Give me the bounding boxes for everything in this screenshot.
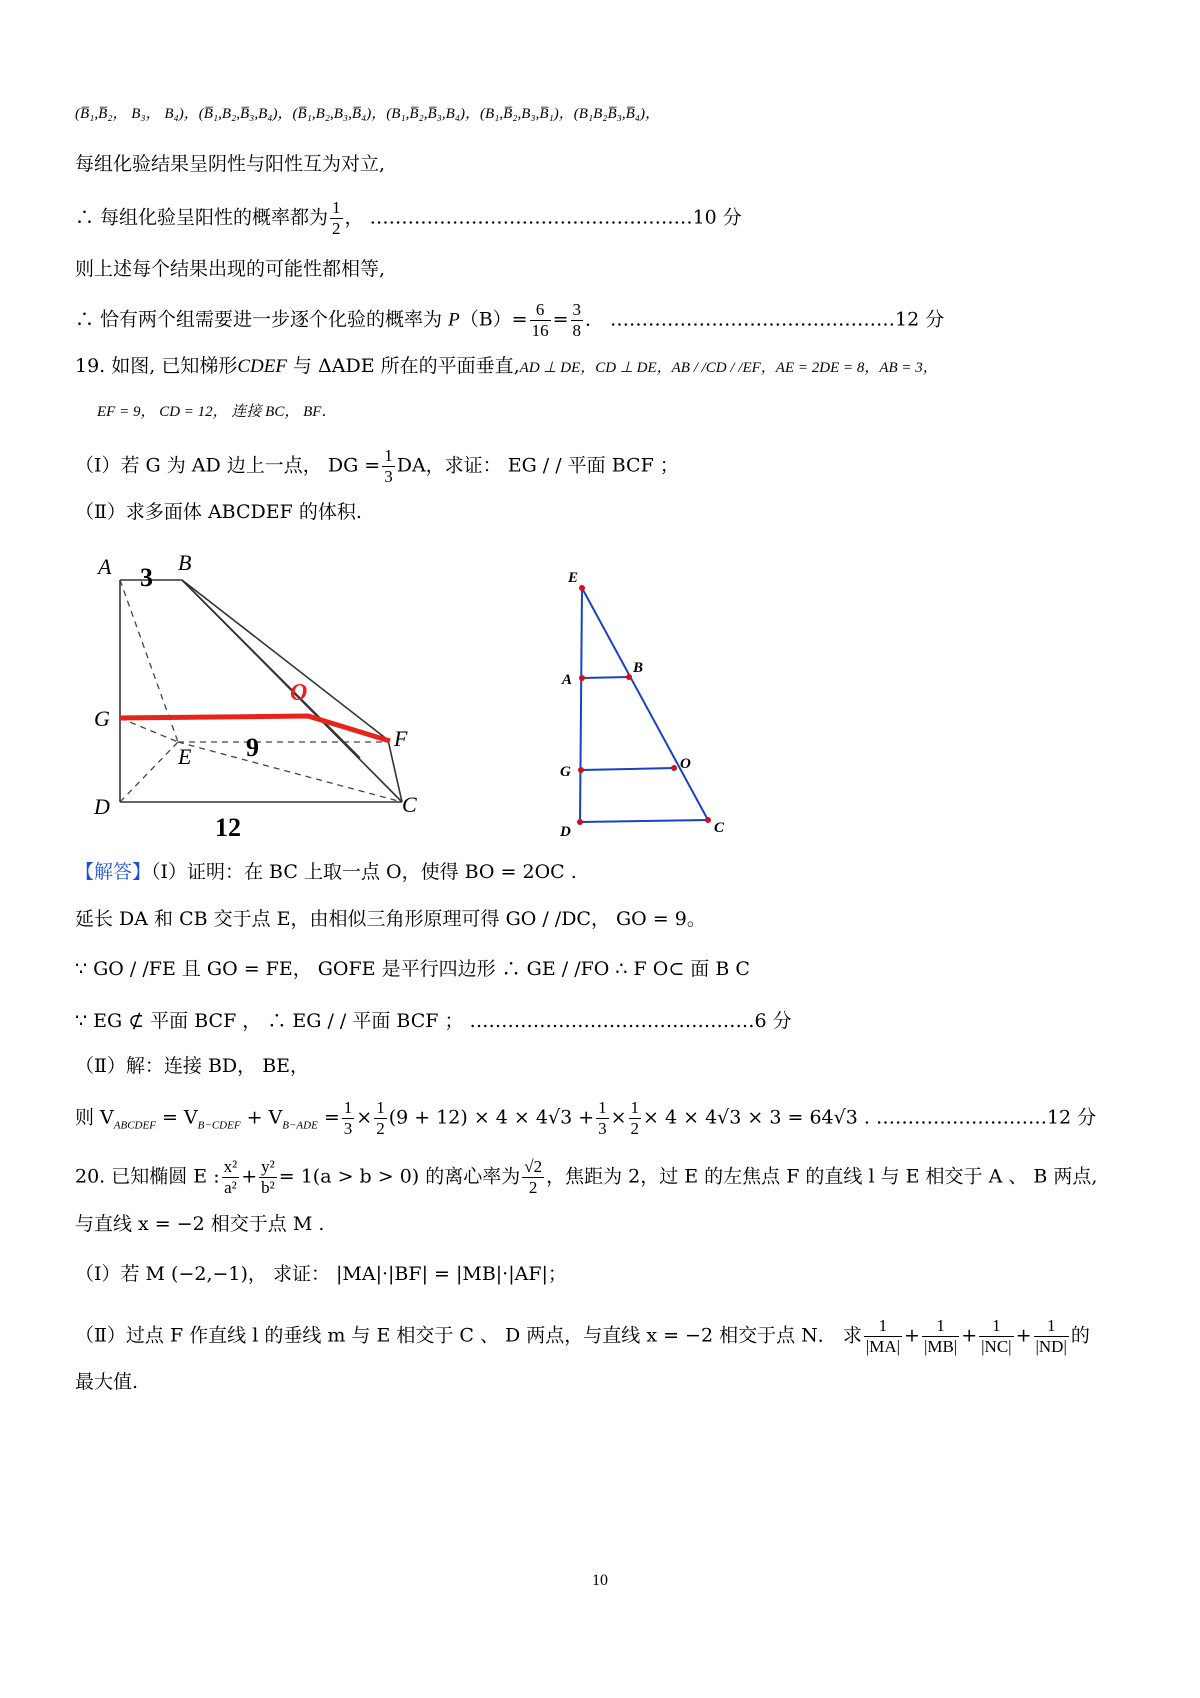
point-label-f: F <box>394 726 408 751</box>
outcomes-line: (B̅₁,B̅₂， B₃， B₄)，(B̅₁,B₂,B̅₃,B₄)，(B̅₁,B₂,B₃,B̅₄)，(B₁,B̅₂,B̅₃,B₄)，(B₁,B̅₂,B₃,B̅₁)，(B₁B₂B̅₃,B̅₄)， <box>75 106 661 122</box>
trapezoid-figure <box>540 562 760 852</box>
point-label-e: E <box>178 744 192 769</box>
question-20-stem-cont: 与直线 x = −2 相交于点 M . <box>75 1213 325 1235</box>
solution-line: 延长 DA 和 CB 交于点 E，由相似三角形原理可得 GO / /DC， GO = 9。 <box>75 908 706 930</box>
point-label-a: A <box>98 554 112 579</box>
point-label-d: D <box>94 794 110 819</box>
solution-line: ∵ EG ⊄ 平面 BCF ， ∴ EG / / 平面 BCF ； ………………………………………6 分 <box>75 1010 792 1032</box>
point-label-b: B <box>633 660 644 676</box>
point-label-e: E <box>568 570 579 586</box>
question-20-part2: （Ⅱ）过点 F 作直线 l 的垂线 m 与 E 相交于 C 、 D 两点，与直线 x = −2 相交于点 N． 求 $\frac{1}{|MA|}$ + $\frac{1}{|MB|}$ + $\frac{1}{|NC|}$ + $\frac{1}{|ND|}$ 的 <box>75 1316 1090 1356</box>
polyhedron-figure <box>80 548 460 848</box>
point-label-c: C <box>714 820 725 836</box>
text-line: ∴ 每组化验呈阳性的概率都为 $\frac{1}{2}$ ， ……………………………………………10 分 <box>75 198 742 238</box>
question-19-stem: 19. 如图, 已知梯形CDEF 与 ΔADE 所在的平面垂直,AD ⊥ DE，CD ⊥ DE，AB / /CD / /EF，AE = 2DE = 8，AB = 3， <box>75 355 938 377</box>
solution-line: 【解答】（Ⅰ）证明：在 BC 上取一点 O，使得 BO = 2OC . <box>75 861 577 883</box>
point-label-g: G <box>94 706 110 731</box>
length-label-3: 3 <box>140 563 153 592</box>
solution-tag: 【解答】 <box>75 861 152 883</box>
question-19-stem-cont: EF = 9， CD = 12， 连接 BC， BF． <box>97 404 337 420</box>
question-20-part2-cont: 最大值. <box>75 1371 139 1393</box>
solution-line: （Ⅱ）解：连接 BD， BE， <box>75 1055 310 1077</box>
solution-line: ∵ GO / /FE 且 GO = FE， GOFE 是平行四边形 ∴ GE / /FO ∴ F O⊂ 面 B C <box>75 958 750 980</box>
text-line: 则上述每个结果出现的可能性都相等, <box>75 258 386 280</box>
point-label-o: O <box>290 680 308 706</box>
question-20-stem: 20. 已知椭圆 E : $\frac{\text{x²}}{\text{a²}}$ + $\frac{\text{y²}}{\text{b²}}$ = 1(a > b > 0) 的离心率为 $\frac{√2}{2}$ ，焦距为 2，过 E 的左焦点 F 的直线 l 与 E 相交于 A 、 B 两点, <box>75 1157 1098 1197</box>
question-19-part1: （Ⅰ）若 G 为 AD 边上一点， DG = $\frac{1}{3}$ DA，求证： EG / / 平面 BCF ； <box>75 446 679 486</box>
page-number: 10 <box>592 1572 608 1589</box>
volume-equation: 则 $V_{ABCDEF} = V_{B-CDEF} + V_{B-ADE}$ = $\frac{1}{3}$ × $\frac{1}{2}$ (9 + 12) × 4 × 4√3 + $\frac{1}{3}$ × $\frac{1}{2}$ × 4 × 4√3 × 3 = 64√3 . ………………………12 分 <box>75 1098 1097 1138</box>
point-label-d: D <box>560 824 571 840</box>
text-line: 每组化验结果呈阴性与阳性互为对立, <box>75 153 386 175</box>
length-label-12: 12 <box>215 813 241 842</box>
fraction: $\frac{1}{2}$ <box>332 198 341 238</box>
question-20-part1: （Ⅰ）若 M (−2,−1)， 求证： |MA|·|BF| = |MB|·|AF|； <box>75 1263 567 1285</box>
text-line: ∴ 恰有两个组需要进一步逐个化验的概率为 P（B）= $\frac{6}{16}$ = $\frac{3}{8}$ ． ………………………………………12 分 <box>75 300 945 340</box>
length-label-9: 9 <box>246 733 259 762</box>
point-label-c: C <box>402 792 417 817</box>
question-19-part2: （Ⅱ）求多面体 ABCDEF 的体积. <box>75 501 362 523</box>
point-label-g: G <box>560 764 571 780</box>
point-label-o: O <box>680 756 691 772</box>
point-label-b: B <box>178 550 192 575</box>
point-label-a: A <box>562 672 573 688</box>
